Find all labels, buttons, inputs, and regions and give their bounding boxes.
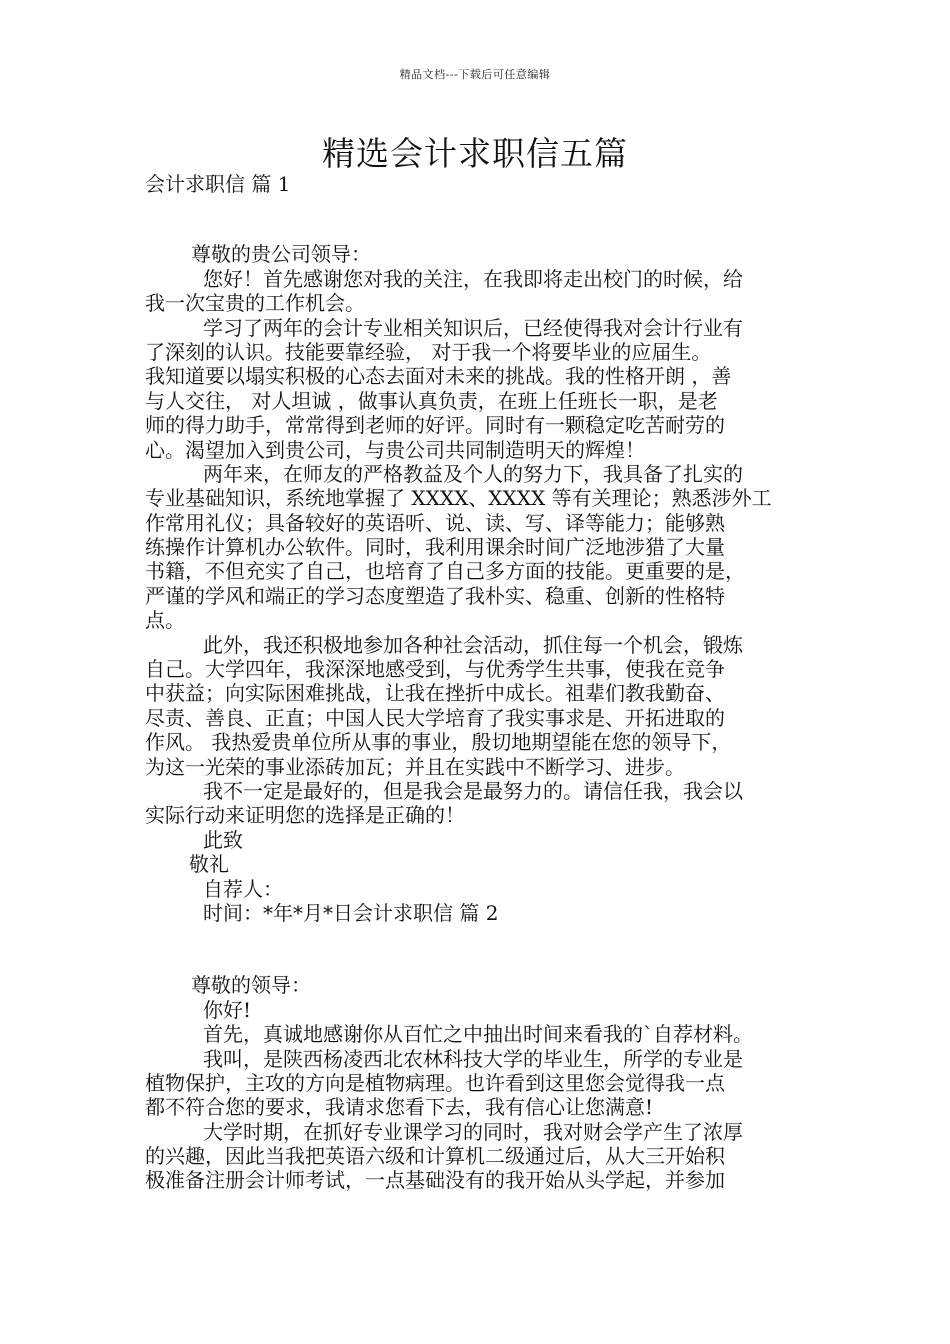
paragraph-line: 我叫，是陕西杨凌西北农林科技大学的毕业生，所学的专业是 bbox=[203, 1046, 743, 1071]
document-body bbox=[145, 172, 810, 1193]
paragraph-line: 专业基础知识，系统地掌握了 XXXX、XXXX 等有关理论；熟悉涉外工 bbox=[145, 486, 772, 511]
paragraph-line: 师的得力助手，常常得到老师的好评。同时有一颗稳定吃苦耐劳的 bbox=[145, 413, 725, 438]
paragraph-line: 与人交往， 对人坦诚 ，做事认真负责，在班上任班长一职，是老 bbox=[145, 388, 718, 413]
paragraph-line: 中获益；向实际困难挑战，让我在挫折中成长。祖辈们教我勤奋、 bbox=[145, 681, 725, 706]
paragraph-line: 两年来，在师友的严格教益及个人的努力下，我具备了扎实的 bbox=[203, 461, 743, 486]
blank-space bbox=[145, 196, 810, 242]
paragraph-line: 自己。大学四年，我深深地感受到，与优秀学生共事，使我在竞争 bbox=[145, 657, 725, 682]
blank-space bbox=[145, 925, 810, 973]
paragraph-line: 作风。 我热爱贵单位所从事的事业，殷切地期望能在您的领导下， bbox=[145, 730, 732, 755]
paragraph-line: 我不一定是最好的，但是我会是最努力的。请信任我，我会以 bbox=[203, 778, 743, 803]
closing-line: 此致 bbox=[203, 827, 243, 852]
letter2-salutation: 尊敬的领导： bbox=[191, 973, 311, 998]
paragraph-line: 为这一光荣的事业添砖加瓦；并且在实践中不断学习、进步。 bbox=[145, 754, 685, 779]
paragraph-line: 了深刻的认识。技能要靠经验， 对于我一个将要毕业的应届生。 bbox=[145, 339, 712, 364]
paragraph-line: 严谨的学风和端正的学习态度塑造了我朴实、稳重、创新的性格特 bbox=[145, 583, 725, 608]
closing-line: 敬礼 bbox=[189, 852, 229, 877]
paragraph-line: 大学时期，在抓好专业课学习的同时，我对财会学产生了浓厚 bbox=[203, 1119, 743, 1144]
paragraph-line: 我知道要以塌实积极的心态去面对未来的挑战。我的性格开朗 ，善 bbox=[145, 364, 732, 389]
paragraph-line: 此外，我还积极地参加各种社会活动，抓住每一个机会，锻炼 bbox=[203, 632, 743, 657]
paragraph-line: 练操作计算机办公软件。同时，我利用课余时间广泛地涉猎了大量 bbox=[145, 535, 725, 560]
paragraph-line: 心。渴望加入到贵公司，与贵公司共同制造明天的辉煌！ bbox=[145, 437, 645, 462]
paragraph-line: 首先，真诚地感谢你从百忙之中抽出时间来看我的`自荐材料。 bbox=[203, 1022, 753, 1047]
paragraph-line: 都不符合您的要求，我请求您看下去，我有信心让您满意! bbox=[145, 1095, 654, 1120]
paragraph-line: 书籍，不但充实了自己，也培育了自己多方面的技能。更重要的是， bbox=[145, 559, 745, 584]
document-title: 精选会计求职信五篇 bbox=[322, 134, 628, 173]
paragraph-line: 作常用礼仪；具备较好的英语听、说、读、写、译等能力；能够熟 bbox=[145, 510, 725, 535]
paragraph-line: 点。 bbox=[145, 608, 185, 633]
paragraph-line: 尽责、善良、正直；中国人民大学培育了我实事求是、开拓进取的 bbox=[145, 705, 725, 730]
paragraph-line: 学习了两年的会计专业相关知识后，已经使得我对会计行业有 bbox=[203, 315, 743, 340]
paragraph-line: 植物保护，主攻的方向是植物病理。也许看到这里您会觉得我一点 bbox=[145, 1070, 725, 1095]
letter1-salutation: 尊敬的贵公司领导： bbox=[191, 242, 371, 267]
paragraph-line: 实际行动来证明您的选择是正确的！ bbox=[145, 803, 465, 828]
paragraph-line: 您好！首先感谢您对我的关注，在我即将走出校门的时候，给 bbox=[203, 266, 743, 291]
paragraph-line: 极准备注册会计师考试，一点基础没有的我开始从头学起，并参加 bbox=[145, 1168, 725, 1193]
header-note: 精品文档---下载后可任意编辑 bbox=[399, 68, 551, 81]
paragraph-line: 你好! bbox=[203, 997, 252, 1022]
paragraph-line: 的兴趣，因此当我把英语六级和计算机二级通过后，从大三开始积 bbox=[145, 1144, 725, 1169]
time-line: 时间：*年*月*日会计求职信 篇 2 bbox=[203, 900, 499, 925]
section-heading: 会计求职信 篇 1 bbox=[145, 172, 291, 196]
paragraph-line: 我一次宝贵的工作机会。 bbox=[145, 291, 365, 316]
signer-line: 自荐人： bbox=[203, 876, 283, 901]
